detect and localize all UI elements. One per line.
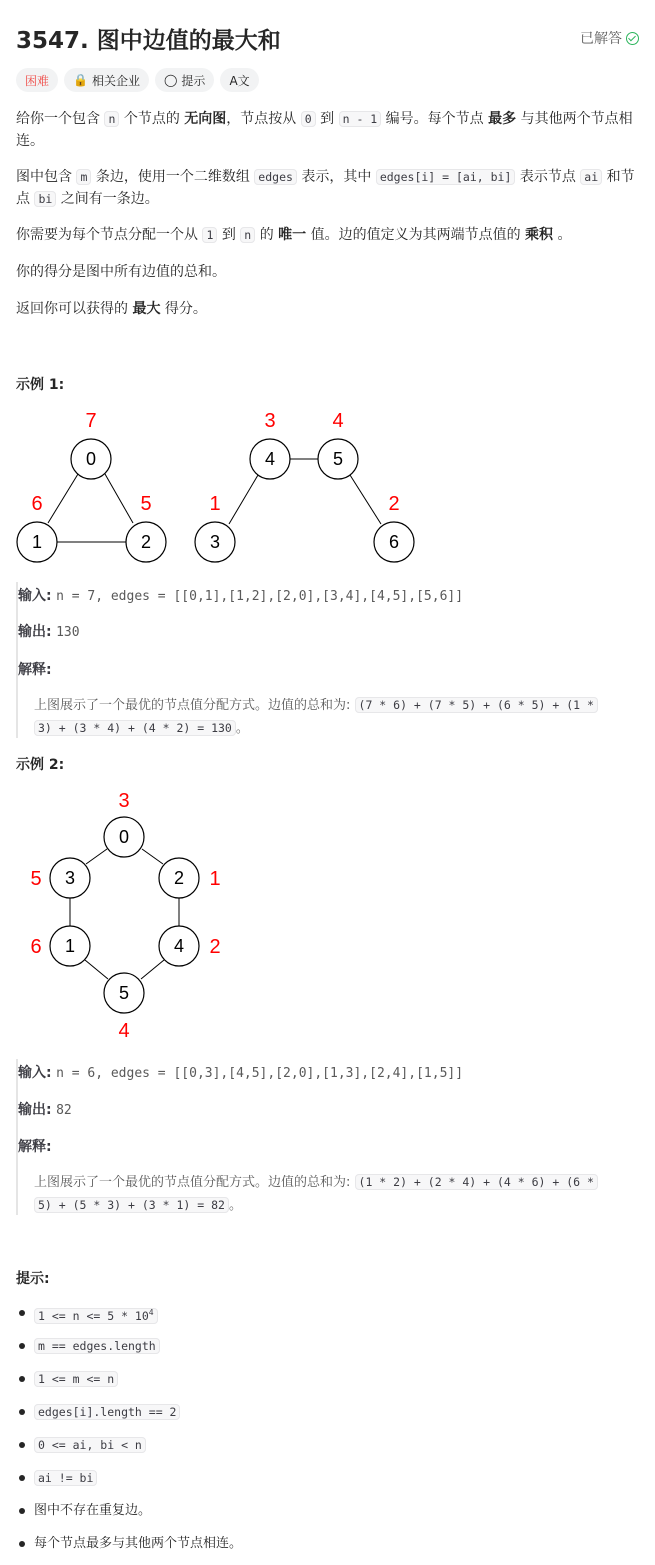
constraint-item: ai != bi <box>34 1465 242 1498</box>
node-label: 5 <box>332 449 344 469</box>
constraint-item: 0 <= ai, bi < n <box>34 1432 242 1465</box>
node-label: 0 <box>118 827 130 847</box>
node-value: 5 <box>140 493 152 515</box>
example-1-explain-label: 解释: <box>18 662 52 678</box>
node-value: 3 <box>264 410 276 432</box>
constraint-item: 1 <= m <= n <box>34 1366 242 1399</box>
example-2-graph <box>0 780 260 1050</box>
check-circle-icon <box>626 32 639 45</box>
example-1-input: 输入: n = 7, edges = [[0,1],[1,2],[2,0],[3,4],[4,5],[5,6]] <box>18 588 464 604</box>
lightbulb-icon: ◯ <box>163 73 178 87</box>
node-value: 1 <box>209 868 221 890</box>
example-2-explain-label: 解释: <box>18 1139 52 1155</box>
node-value: 4 <box>118 1020 130 1042</box>
node-value: 4 <box>332 410 344 432</box>
example-1-explanation: 上图展示了一个最优的节点值分配方式。边值的总和为: (7 * 6) + (7 * 5) + (6 * 5) + (1 * 3) + (3 * 4) + (4 * 2) = 130 。 <box>34 694 639 740</box>
node-value: 6 <box>30 936 42 958</box>
description-paragraph-4: 你的得分是图中所有边值的总和。 <box>16 264 226 280</box>
constraint-item: m == edges.length <box>34 1333 242 1366</box>
node-value: 5 <box>30 868 42 890</box>
node-label: 4 <box>264 449 276 469</box>
companies-tag[interactable] <box>64 68 149 92</box>
constraint-item: 每个节点最多与其他两个节点相连。 <box>34 1531 242 1564</box>
node-value: 2 <box>209 936 221 958</box>
example-1-graph <box>0 400 440 570</box>
node-label: 6 <box>388 532 400 552</box>
example-1-output: 输出: 130 <box>18 624 80 640</box>
hints-tag[interactable] <box>155 68 214 92</box>
node-label: 3 <box>209 532 221 552</box>
node-value: 2 <box>388 493 400 515</box>
node-value: 1 <box>209 493 221 515</box>
description-paragraph-3: 你需要为每个节点分配一个从 1 到 n 的 唯一 值。边的值定义为其两端节点值的 乘积 。 <box>16 227 572 243</box>
node-label: 0 <box>85 449 97 469</box>
node-label: 1 <box>31 532 43 552</box>
lock-icon: 🔒 <box>73 73 88 87</box>
example-2-heading: 示例 2: <box>16 757 65 773</box>
constraint-item: 图中不存在重复边。 <box>34 1498 242 1531</box>
node-value: 6 <box>31 493 43 515</box>
description-paragraph-2: 图中包含 m 条边，使用一个二维数组 edges 表示，其中 edges[i] = [ai, bi] 表示节点 ai 和节点 bi 之间有一条边。 <box>16 169 635 207</box>
node-label: 5 <box>118 983 130 1003</box>
description-paragraph-1: 给你一个包含 n 个节点的 无向图，节点按从 0 到 n - 1 编号。每个节点 最多 与其他两个节点相连。 <box>16 111 633 149</box>
example-2-explanation: 上图展示了一个最优的节点值分配方式。边值的总和为: (1 * 2) + (2 * 4) + (4 * 6) + (6 * 5) + (5 * 3) + (3 * 1) = 82 。 <box>34 1171 639 1217</box>
node-label: 1 <box>64 936 76 956</box>
node-label: 4 <box>173 936 185 956</box>
translate-tag[interactable] <box>220 68 258 92</box>
example-2-input: 输入: n = 6, edges = [[0,3],[4,5],[2,0],[1,3],[2,4],[1,5]] <box>18 1065 464 1081</box>
translate-icon: A文 <box>229 73 250 88</box>
example-1-heading: 示例 1: <box>16 377 65 393</box>
solved-label: 已解答 <box>580 31 622 47</box>
description-paragraph-5: 返回你可以获得的 最大 得分。 <box>16 301 207 317</box>
node-label: 3 <box>64 868 76 888</box>
node-label: 2 <box>173 868 185 888</box>
node-value: 7 <box>85 410 97 432</box>
tag-row <box>16 68 259 92</box>
node-value: 3 <box>118 790 130 812</box>
example-2-output: 输出: 82 <box>18 1102 72 1118</box>
solved-status <box>580 28 639 48</box>
constraint-item: $1 <= n <= 5 * 10^4$ <box>34 1300 242 1333</box>
problem-title[interactable]: 3547. 图中边值的最大和 <box>16 27 281 54</box>
constraint-item: edges[i].length == 2 <box>34 1399 242 1432</box>
companies-label: 相关企业 <box>91 73 140 88</box>
difficulty-badge[interactable]: 困难 <box>16 68 58 92</box>
constraints-heading: 提示: <box>16 1271 50 1287</box>
hints-label: 提示 <box>181 73 206 88</box>
constraints-list <box>16 1300 242 1564</box>
title-row <box>16 22 639 54</box>
node-label: 2 <box>140 532 152 552</box>
